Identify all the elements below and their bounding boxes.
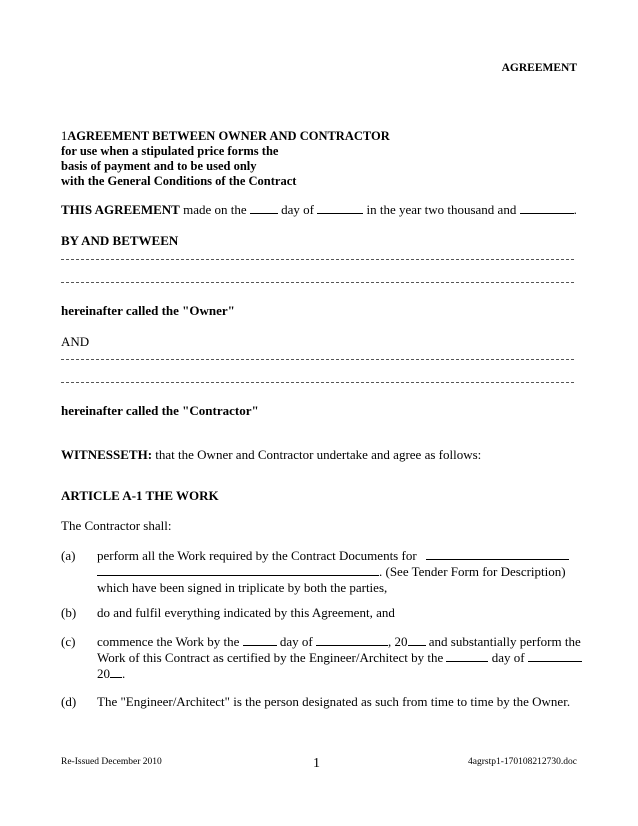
- year-blank[interactable]: [520, 202, 574, 214]
- item-c-line-1: [97, 634, 581, 650]
- owner-label: hereinafter called the "Owner": [61, 303, 235, 318]
- item-a-line-2: [97, 564, 566, 580]
- article-intro: The Contractor shall:: [61, 518, 172, 533]
- article-heading: ARTICLE A-1 THE WORK: [61, 488, 219, 503]
- title-main: AGREEMENT BETWEEN OWNER AND CONTRACTOR: [67, 129, 390, 143]
- item-d-label: (d): [61, 694, 77, 709]
- item-c-year-prefix-2: 20: [97, 666, 110, 681]
- item-b-label: (b): [61, 605, 77, 620]
- period: .: [573, 202, 577, 217]
- contractor-address-line[interactable]: [61, 382, 574, 383]
- footer-page-number: 1: [313, 756, 320, 771]
- completion-day-blank[interactable]: [446, 650, 488, 662]
- item-a-description-blank[interactable]: [97, 564, 379, 576]
- item-a-project-blank[interactable]: [426, 548, 569, 560]
- commence-month-blank[interactable]: [316, 634, 388, 646]
- and-label: AND: [61, 334, 90, 349]
- agreement-title-block: [61, 129, 390, 189]
- footer-filename: 4agrstp1-170108212730.doc: [468, 757, 577, 767]
- item-c-perform-text: and substantially perform the: [428, 634, 581, 649]
- owner-address-line[interactable]: [61, 282, 574, 283]
- item-a-label: (a): [61, 548, 76, 563]
- item-c-day-of: day of: [279, 634, 313, 649]
- witnesseth-line: [61, 447, 481, 463]
- item-c-label: (c): [61, 634, 76, 649]
- item-a-line-1: [97, 548, 569, 564]
- item-c-line-3: [97, 666, 125, 682]
- title-footnote-number: 1: [61, 129, 68, 143]
- title-line-4: with the General Conditions of the Contract: [61, 174, 297, 188]
- item-c-day-of-2: day of: [491, 650, 525, 665]
- item-c-year-prefix: , 20: [388, 634, 408, 649]
- year-text: in the year two thousand and: [366, 202, 517, 217]
- document-type-header: AGREEMENT: [501, 62, 577, 74]
- item-d-text: The "Engineer/Architect" is the person designated as such from time to time by the Owner.: [97, 694, 571, 709]
- commence-day-blank[interactable]: [243, 634, 277, 646]
- made-on-text: made on the: [183, 202, 247, 217]
- title-line-2: for use when a stipulated price forms the: [61, 144, 279, 158]
- witnesseth-label: WITNESSETH:: [61, 447, 153, 462]
- contractor-label: hereinafter called the "Contractor": [61, 403, 259, 418]
- contractor-name-line[interactable]: [61, 359, 574, 360]
- owner-name-line[interactable]: [61, 259, 574, 260]
- item-c-certified-text: Work of this Contract as certified by the Engineer/Architect by the: [97, 650, 444, 665]
- item-b-text: do and fulfil everything indicated by this Agreement, and: [97, 605, 395, 620]
- commence-year-blank[interactable]: [408, 634, 426, 646]
- footer-reissued: Re-Issued December 2010: [61, 757, 162, 767]
- day-of-text: day of: [281, 202, 314, 217]
- item-a-see-tender: . (See Tender Form for Description): [379, 564, 566, 579]
- item-c-commence-text: commence the Work by the: [97, 634, 240, 649]
- month-blank[interactable]: [317, 202, 363, 214]
- item-a-text: perform all the Work required by the Contract Documents for: [97, 548, 417, 563]
- this-agreement-label: THIS AGREEMENT: [61, 202, 180, 217]
- item-a-line-3: which have been signed in triplicate by both the parties,: [97, 580, 388, 595]
- item-c-line-2: [97, 650, 582, 666]
- title-line-3: basis of payment and to be used only: [61, 159, 257, 173]
- by-and-between-heading: BY AND BETWEEN: [61, 233, 179, 248]
- completion-month-blank[interactable]: [528, 650, 582, 662]
- day-blank[interactable]: [250, 202, 278, 214]
- witnesseth-text: that the Owner and Contractor undertake and agree as follows:: [155, 447, 482, 462]
- completion-year-blank[interactable]: [110, 666, 122, 678]
- agreement-date-line: [61, 202, 577, 218]
- item-c-period: .: [122, 666, 126, 681]
- title-line-1: [61, 129, 390, 144]
